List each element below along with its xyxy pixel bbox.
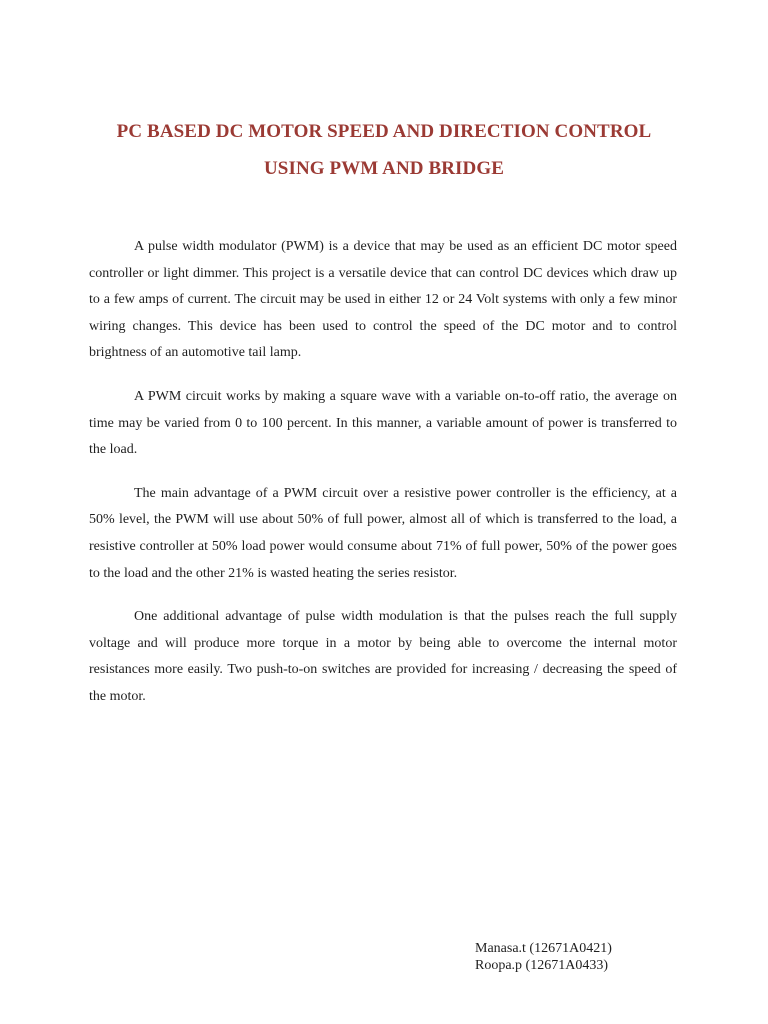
document-title-line-1: PC BASED DC MOTOR SPEED AND DIRECTION CONTROL: [116, 121, 652, 142]
paragraph-pwm-intro: A pulse width modulator (PWM) is a device that may be used as an efficient DC motor speed controller or light dimmer. This project is a versatile device that can control DC devices which draw up to a few amps of current. The circuit may be used in either 12 or 24 Volt systems with only a few minor wiring changes. This device has been used to control the speed of the DC motor and to control brightness of an automotive tail lamp.: [89, 239, 677, 361]
author-roopa: Roopa.p (12671A0433): [475, 958, 608, 973]
paragraph-pwm-circuit: A PWM circuit works by making a square wave with a variable on-to-off ratio, the average on time may be varied from 0 to 100 percent. In this manner, a variable amount of power is transferred to the load.: [89, 388, 677, 458]
document-body: [89, 234, 677, 728]
paragraph-additional-advantage: One additional advantage of pulse width modulation is that the pulses reach the full supply voltage and will produce more torque in a motor by being able to overcome the internal motor resistances more easily. Two push-to-on switches are provided for increasing / decreasing the speed of the motor.: [89, 609, 677, 704]
author-list: [475, 940, 612, 974]
author-manasa: Manasa.t (12671A0421): [475, 941, 612, 956]
document-title-line-2: USING PWM AND BRIDGE: [263, 158, 505, 179]
paragraph-pwm-advantage: The main advantage of a PWM circuit over a resistive power controller is the efficiency, at a 50% level, the PWM will use about 50% of full power, almost all of which is transferred to the load, a resistive controller at 50% load power would consume about 71% of full power, 50% of the power goes to the load and the other 21% is wasted heating the series resistor.: [89, 485, 677, 581]
